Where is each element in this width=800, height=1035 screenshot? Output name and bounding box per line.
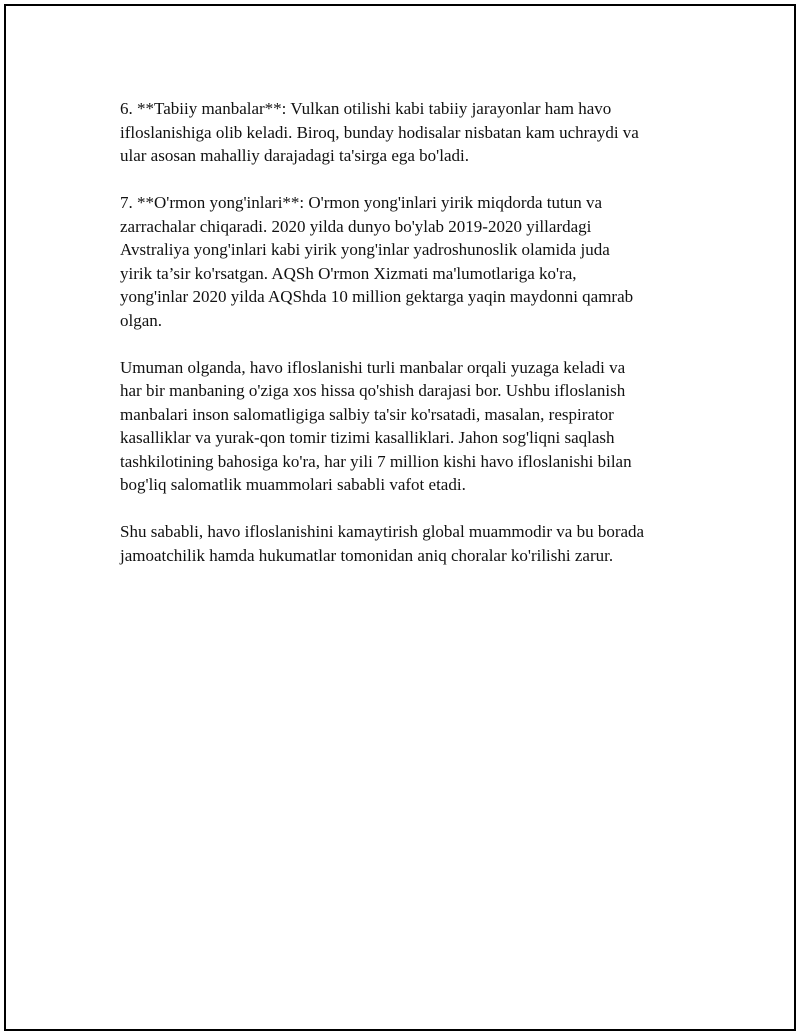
document-body [120,97,700,591]
paragraph-summary: Umuman olganda, havo ifloslanishi turli manbalar orqali yuzaga keladi va har bir manbaning o'ziga xos hissa qo'shish darajasi bor. Ushbu ifloslanish manbalari inson salomatligiga salbiy ta'sir ko'rsatadi, masalan, respirator kasalliklar va yurak-qon tomir tizimi kasalliklari. Jahon sog'liqni saqlash tashkilotining bahosiga ko'ra, har yili 7 million kishi havo ifloslanishi bilan bog'liq salomatlik muammolari sababli vafot etadi. [120,357,632,494]
document-page [4,4,796,1031]
paragraph-natural-sources: 6. **Tabiiy manbalar**: Vulkan otilishi kabi tabiiy jarayonlar ham havo ifloslanishiga olib keladi. Biroq, bunday hodisalar nisbatan kam uchraydi va ular asosan mahalliy darajadagi ta'sirga ega bo'ladi. [120,99,639,165]
paragraph-conclusion: Shu sababli, havo ifloslanishini kamaytirish global muammodir va bu borada jamoatchilik hamda hukumatlar tomonidan aniq choralar ko'rilishi zarur. [120,522,645,565]
paragraph-forest-fires: 7. **O'rmon yong'inlari**: O'rmon yong'inlari yirik miqdorda tutun va zarrachalar chiqaradi. 2020 yilda dunyo bo'ylab 2019-2020 yillardagi Avstraliya yong'inlari kabi yirik yong'inlar yadroshunoslik olamida juda yirik ta’sir ko'rsatgan. AQSh O'rmon Xizmati ma'lumotlariga ko'ra, yong'inlar 2020 yilda AQShda 10 million gektarga yaqin maydonni qamrab olgan. [120,193,634,330]
